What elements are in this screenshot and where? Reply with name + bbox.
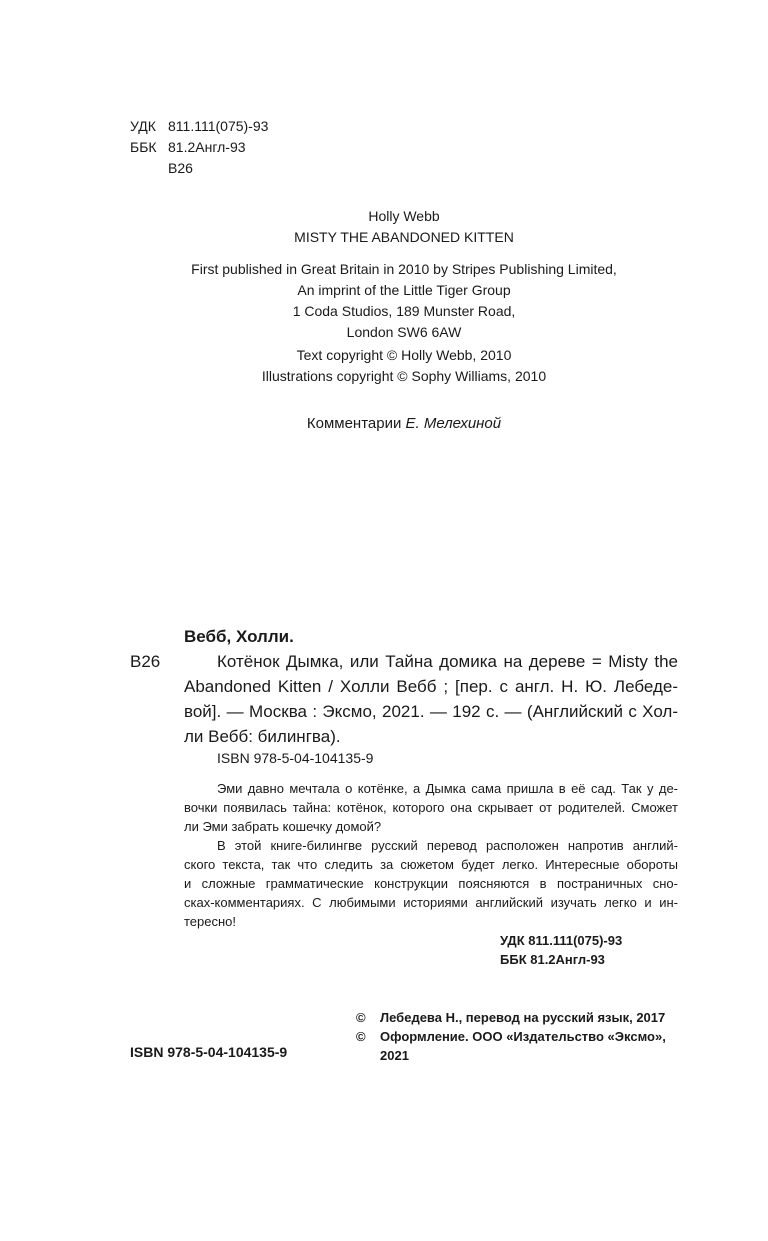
annotation-p2-line-3: и сложные грамматические конструкции поясняются в постраничных сно-	[184, 876, 678, 891]
annotation-p2-line-5: тересно!	[184, 914, 237, 929]
copyright-symbol-3	[356, 1046, 380, 1065]
description-line-3: вой]. — Москва : Эксмо, 2021. — 192 с. — (Английский с Хол-	[184, 702, 678, 721]
copyright-text-1: Лебедева Н., перевод на русский язык, 2017	[380, 1010, 666, 1025]
record-isbn: ISBN 978-5-04-104135-9	[217, 750, 374, 766]
footer-copyright-1	[356, 1008, 686, 1027]
udk-label: УДК	[130, 118, 156, 134]
publication-info	[130, 259, 678, 343]
footer-isbn: ISBN 978-5-04-104135-9	[130, 1044, 288, 1060]
annotation-p2-line-4: сках-комментариях. С любимыми историями английский изучать легко и ин-	[184, 895, 678, 910]
copyright-text-2: Оформление. ООО «Издательство «Эксмо»,	[380, 1029, 666, 1044]
codes-bbk: ББК 81.2Англ-93	[500, 952, 605, 967]
record-heading: Вебб, Холли.	[184, 627, 294, 646]
record-mark: В26	[130, 652, 161, 671]
comments-name: Е. Мелехиной	[405, 415, 502, 432]
footer-copyright-3	[356, 1046, 686, 1065]
copyright-symbol-2: ©	[356, 1029, 366, 1044]
annotation-p2-line-2: ского текста, так что следить за сюжетом будет легко. Интересные обороты	[184, 857, 678, 872]
annotation-p2-line-1: В этой книге-билингве русский перевод расположен напротив англий-	[217, 838, 678, 853]
comments-credit	[130, 413, 678, 435]
original-title: MISTY THE ABANDONED KITTEN	[294, 229, 514, 245]
copyright-line-2: Illustrations copyright © Sophy Williams, 2010	[261, 368, 547, 384]
author-mark: В26	[168, 160, 193, 176]
record-description	[184, 649, 678, 749]
original-author: Holly Webb	[368, 208, 440, 224]
copyright-line-1: Text copyright © Holly Webb, 2010	[296, 347, 512, 363]
bbk-value: 81.2Англ-93	[168, 139, 246, 155]
comments-prefix: Комментарии	[306, 415, 406, 432]
codes-right	[500, 931, 678, 969]
copyright-symbol-1: ©	[356, 1010, 366, 1025]
bbk-label: ББК	[130, 139, 157, 155]
description-line-2: Abandoned Kitten / Холли Вебб ; [пер. с англ. Н. Ю. Лебеде-	[184, 677, 678, 696]
original-edition	[130, 206, 678, 248]
copyright-info	[130, 345, 678, 387]
bbk-line	[130, 137, 268, 158]
annotation-p1-line-3: ли Эми забрать кошечку домой?	[184, 819, 382, 834]
annotation-p1-line-1: Эми давно мечтала о котёнке, а Дымка сама пришла в её сад. Так у де-	[217, 781, 678, 796]
publication-line-2: An imprint of the Little Tiger Group	[297, 282, 511, 298]
annotation-p1-line-2: вочки появилась тайна: котёнок, которого она скрывает от родителей. Сможет	[184, 800, 678, 815]
annotation	[184, 779, 678, 931]
udk-value: 811.111(075)-93	[168, 118, 269, 134]
author-mark-line	[130, 158, 268, 179]
description-line-4: ли Вебб: билингва).	[184, 727, 341, 746]
classification-block	[130, 116, 268, 179]
publication-line-3: 1 Coda Studios, 189 Munster Road,	[292, 303, 516, 319]
publication-line-1: First published in Great Britain in 2010 by Stripes Publishing Limited,	[191, 261, 617, 277]
udk-line	[130, 116, 268, 137]
codes-udk: УДК 811.111(075)-93	[500, 933, 623, 948]
copyright-text-3: 2021	[380, 1048, 409, 1063]
description-line-1: Котёнок Дымка, или Тайна домика на дереве = Misty the	[217, 652, 678, 671]
publication-line-4: London SW6 6AW	[346, 324, 462, 340]
footer-copyright-2	[356, 1027, 686, 1046]
footer-copyrights	[356, 1008, 686, 1065]
